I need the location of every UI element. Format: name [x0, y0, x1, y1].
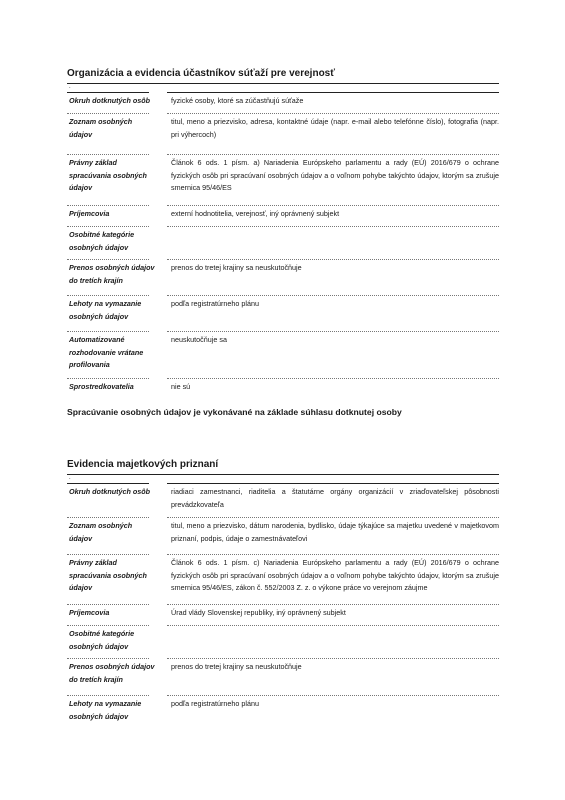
- section-competitions: [67, 68, 499, 398]
- row-label: Právny základ spracúvania osobných údajov: [69, 558, 147, 592]
- row-label: Automatizované rozhodovanie vrátane profilovania: [69, 335, 144, 369]
- row-value: prenos do tretej krajiny sa neuskutočňuje: [171, 263, 302, 272]
- row-label: Osobitné kategórie osobných údajov: [69, 230, 135, 252]
- row-value: [157, 625, 499, 658]
- row-value: fyzické osoby, ktoré sa zúčastňujú súťaže: [171, 96, 304, 105]
- table-row: [67, 113, 499, 154]
- row-label: Prenos osobných údajov do tretích krajín: [69, 662, 155, 684]
- section-title: Evidencia majetkových priznaní: [67, 459, 219, 470]
- row-value: prenos do tretej krajiny sa neuskutočňuje: [171, 662, 302, 671]
- row-label: Príjemcovia: [69, 209, 110, 218]
- row-value: riadiaci zamestnanci, riaditelia a štatutárne orgány organizácií v zriaďovateľskej pôsobnosti prevádzkovateľa: [171, 487, 499, 509]
- table-row: [67, 695, 499, 731]
- row-value: neuskutočňuje sa: [171, 335, 227, 344]
- table-row: [67, 331, 499, 378]
- row-value: titul, meno a priezvisko, adresa, kontaktné údaje (napr. e-mail alebo telefónne číslo), fotografia (napr. pri výhercoch): [171, 117, 499, 139]
- table-row: [67, 658, 499, 695]
- row-label: Právny základ spracúvania osobných údajov: [69, 158, 147, 192]
- section-marker: .: [69, 84, 71, 90]
- table-row: [67, 154, 499, 205]
- table-row: [67, 205, 499, 226]
- row-value: Článok 6 ods. 1 písm. a) Nariadenia Európskeho parlamentu a rady (EÚ) 2016/679 o ochrane fyzických osôb pri spracúvaní osobných údajov a o voľnom pohybe takýchto údajov, ktorým sa zrušuje smernica 95/46/ES: [171, 158, 499, 192]
- row-label: Zoznam osobných údajov: [69, 521, 133, 543]
- row-label: Okruh dotknutých osôb: [69, 487, 151, 496]
- table-row: [67, 554, 499, 604]
- row-label: Osobitné kategórie osobných údajov: [69, 629, 135, 651]
- row-value: nie sú: [171, 382, 191, 391]
- row-value: Úrad vlády Slovenskej republiky, iný oprávnený subjekt: [171, 608, 346, 617]
- row-label: Zoznam osobných údajov: [69, 117, 133, 139]
- table-row: [67, 604, 499, 625]
- section-title: Organizácia a evidencia účastníkov súťaží pre verejnosť: [67, 68, 336, 79]
- row-value: externí hodnotitelia, verejnosť, iný oprávnený subjekt: [171, 209, 340, 218]
- table-row: [67, 259, 499, 295]
- row-label: Lehoty na vymazanie osobných údajov: [69, 699, 142, 721]
- table-row: [67, 295, 499, 331]
- table-row: [67, 483, 499, 517]
- table-row: [67, 226, 499, 259]
- section-marker: .: [69, 475, 71, 481]
- consent-note: Spracúvanie osobných údajov je vykonávané na základe súhlasu dotknutej osoby: [67, 407, 402, 417]
- row-label: Sprostredkovatelia: [69, 382, 134, 391]
- row-value: podľa registratúrneho plánu: [171, 299, 260, 308]
- row-value: Článok 6 ods. 1 písm. c) Nariadenia Európskeho parlamentu a rady (EÚ) 2016/679 o ochrane fyzických osôb pri spracúvaní osobných údajov a o voľnom pohybe takýchto údajov, ktorým sa zrušuje smernica 95/46/ES, zákon č. 552/2003 Z. z. o výkone práce vo verejnom záujme: [171, 558, 499, 592]
- row-value: [157, 226, 499, 259]
- row-label: Okruh dotknutých osôb: [69, 96, 151, 105]
- table-row: [67, 517, 499, 554]
- row-label: Lehoty na vymazanie osobných údajov: [69, 299, 142, 321]
- row-value: titul, meno a priezvisko, dátum narodenia, bydlisko, údaje týkajúce sa majetku uvedené v majetkovom priznaní, podpis, údaje o zamestnávateľovi: [171, 521, 499, 543]
- row-label: Prenos osobných údajov do tretích krajín: [69, 263, 155, 285]
- table-row: [67, 625, 499, 658]
- row-label: Príjemcovia: [69, 608, 110, 617]
- section-asset-declarations: [67, 459, 499, 731]
- row-value: podľa registratúrneho plánu: [171, 699, 260, 708]
- table-row: [67, 378, 499, 398]
- table-row: [67, 92, 499, 113]
